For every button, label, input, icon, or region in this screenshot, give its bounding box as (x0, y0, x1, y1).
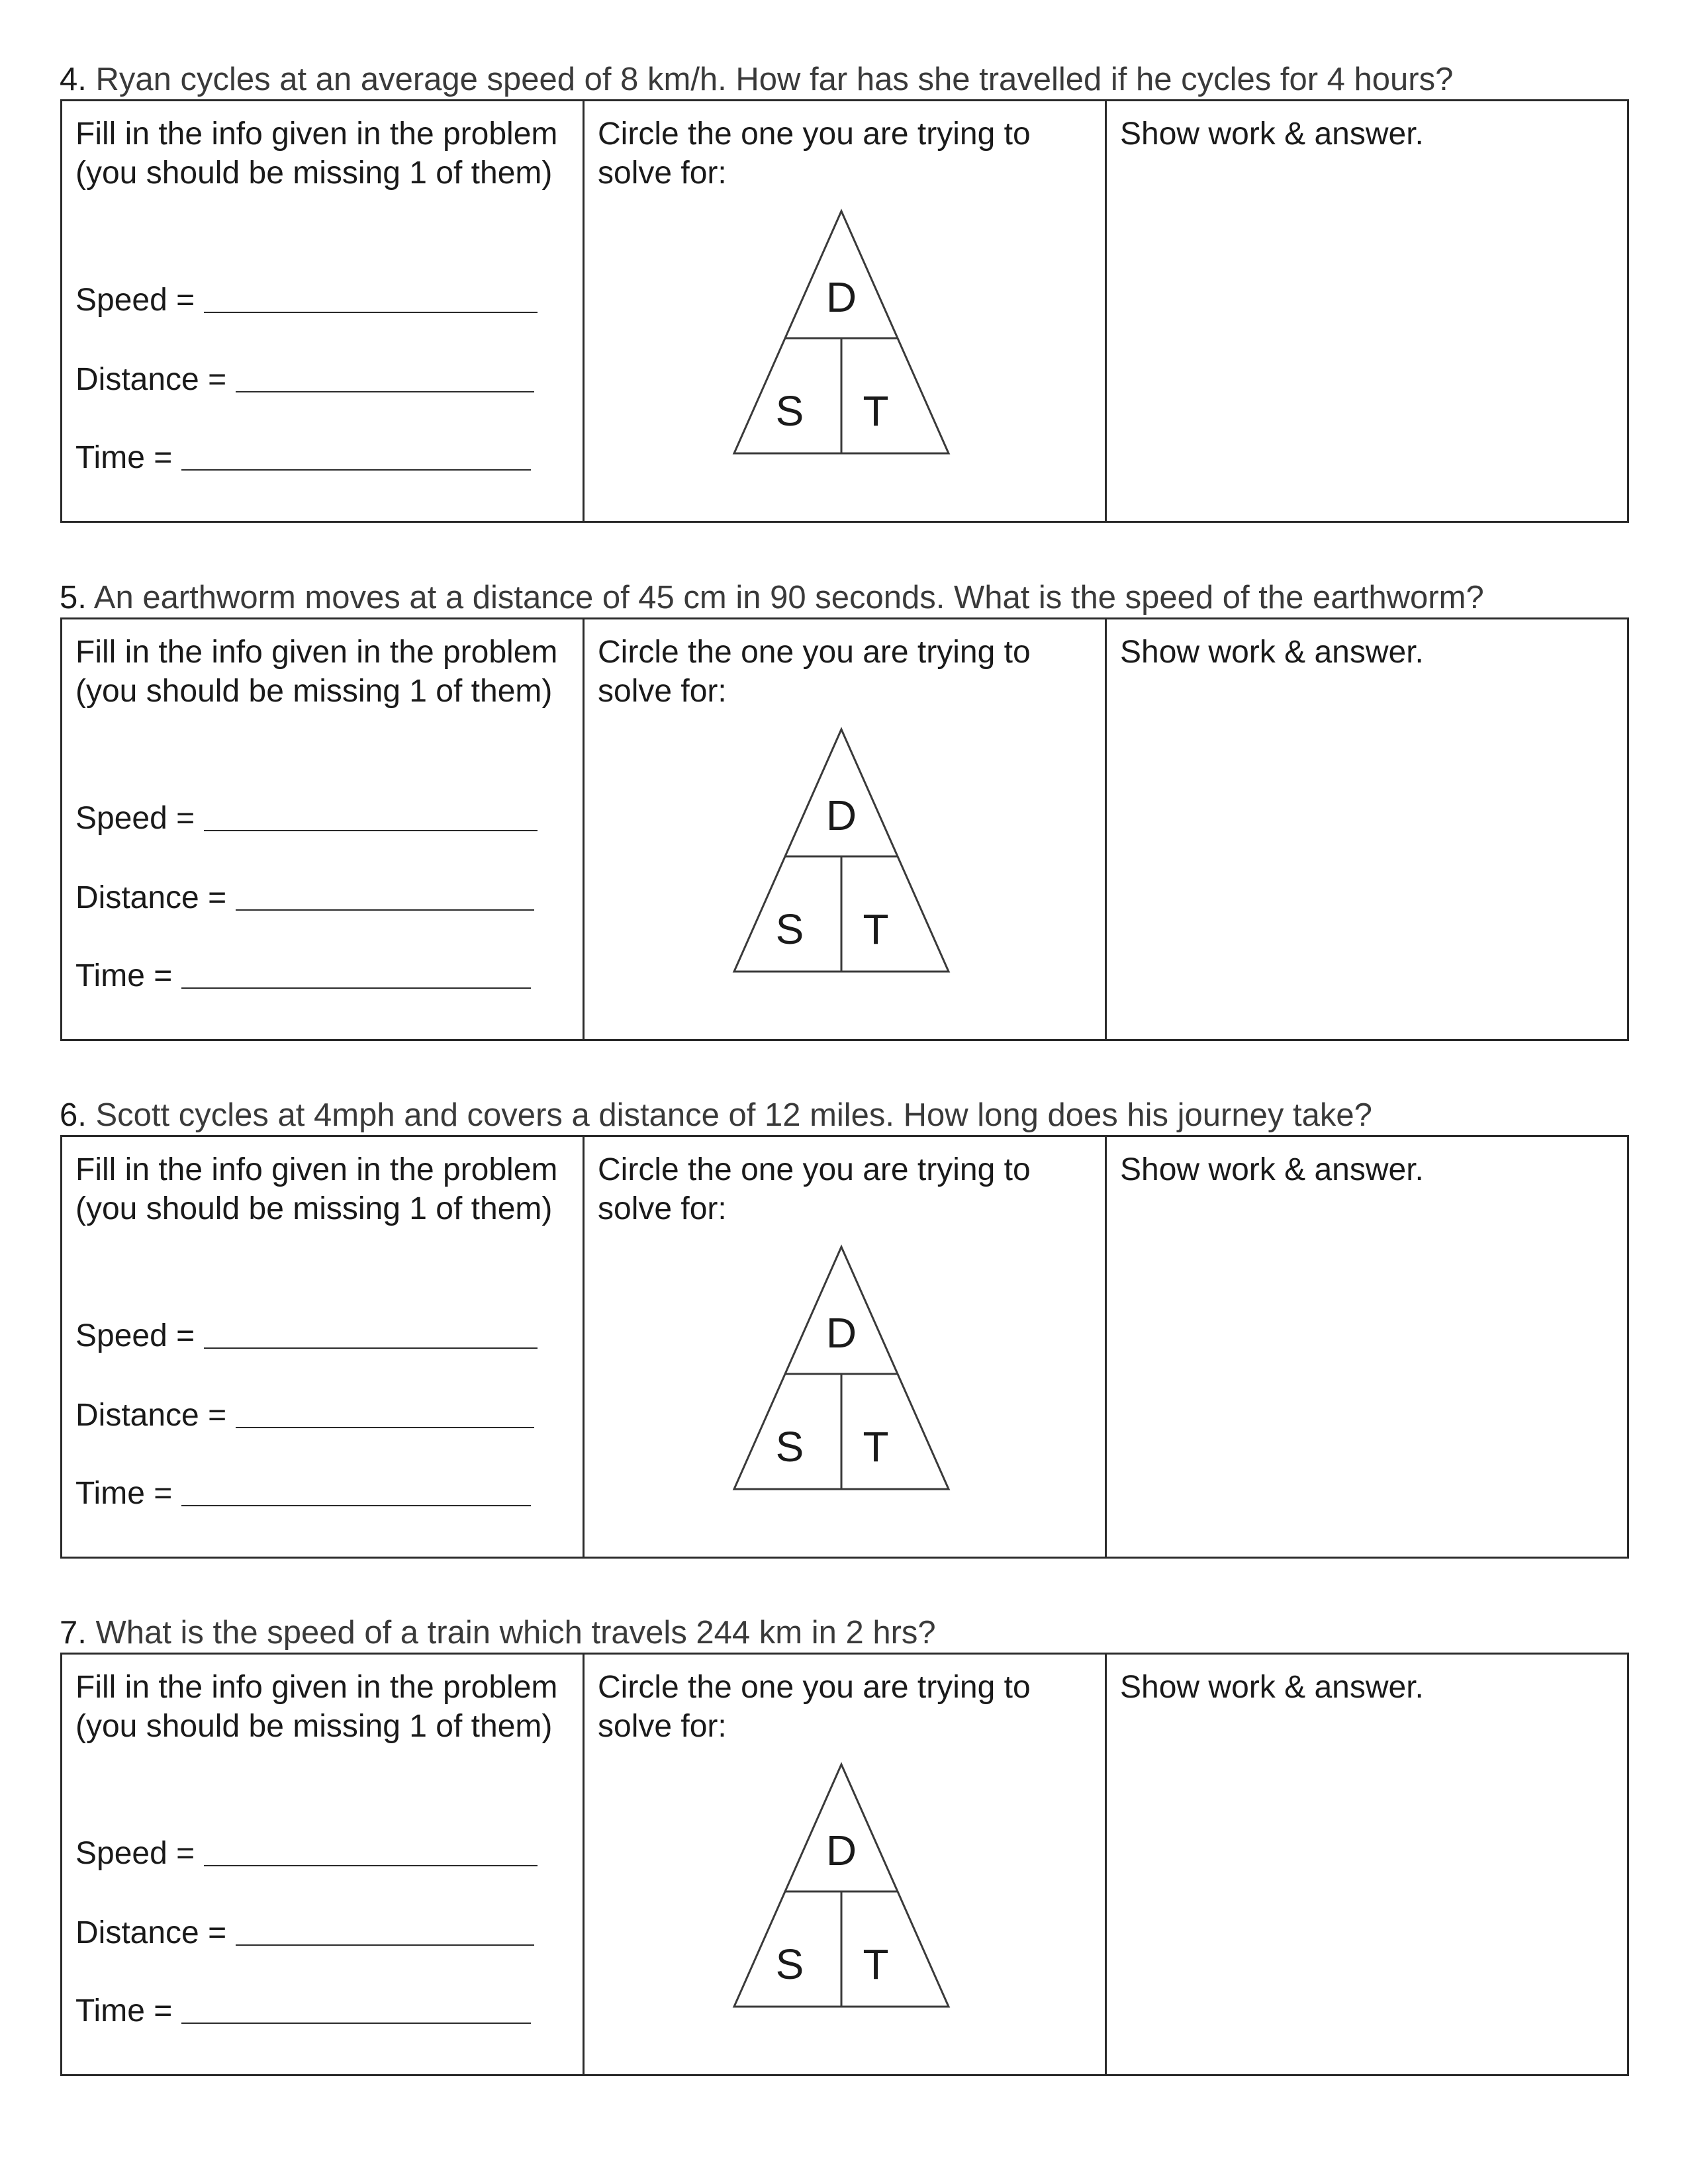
speed-field (75, 798, 538, 838)
dst-triangle-diagram (730, 1760, 955, 2019)
time-blank[interactable] (181, 987, 531, 989)
question-text: An earthworm moves at a distance of 45 cm in 90 seconds. What is the speed of the earthworm? (93, 580, 1484, 615)
time-blank[interactable] (181, 2023, 531, 2024)
question (60, 1610, 1648, 1656)
work-instructions: Show work & answer. (1120, 116, 1424, 152)
triangle-s-option[interactable]: S (775, 1423, 804, 1471)
info-instructions: Fill in the info given in the problem (you should be missing 1 of them) (75, 116, 558, 191)
question (60, 1092, 1648, 1138)
distance-label: Distance = (75, 1398, 227, 1433)
triangle-s-option[interactable]: S (775, 1940, 804, 1988)
question-number: 6. (60, 1097, 87, 1133)
speed-label: Speed = (75, 801, 195, 836)
triangle-t-option[interactable]: T (863, 905, 889, 953)
triangle-t-option[interactable]: T (863, 387, 889, 435)
speed-field (75, 1316, 538, 1355)
info-cell (62, 1655, 585, 2074)
time-label: Time = (75, 1476, 173, 1511)
time-field (75, 956, 531, 995)
info-cell (62, 619, 585, 1039)
info-instructions: Fill in the info given in the problem (you should be missing 1 of them) (75, 635, 558, 709)
speed-label: Speed = (75, 283, 195, 318)
solve-cell (585, 1655, 1107, 2074)
work-cell[interactable] (1107, 101, 1627, 521)
speed-blank[interactable] (204, 830, 538, 831)
triangle-t-option[interactable]: T (863, 1940, 889, 1988)
question (60, 574, 1648, 621)
worksheet-table (60, 1653, 1629, 2076)
time-field (75, 437, 531, 477)
question-text: What is the speed of a train which travels 244 km in 2 hrs? (95, 1615, 936, 1651)
dst-triangle-diagram (730, 207, 955, 465)
speed-blank[interactable] (204, 1865, 538, 1866)
work-cell[interactable] (1107, 619, 1627, 1039)
time-label: Time = (75, 1993, 173, 2028)
triangle-d-option[interactable]: D (825, 273, 857, 321)
worksheet-table (60, 99, 1629, 523)
solve-instructions: Circle the one you are trying to solve for: (598, 635, 1031, 709)
info-cell (62, 1137, 585, 1557)
distance-field (75, 359, 534, 399)
triangle-s-option[interactable]: S (775, 905, 804, 953)
solve-instructions: Circle the one you are trying to solve for: (598, 116, 1031, 191)
triangle-d-option[interactable]: D (825, 792, 857, 839)
dst-triangle (730, 207, 955, 465)
time-label: Time = (75, 958, 173, 993)
solve-instructions: Circle the one you are trying to solve for: (598, 1152, 1031, 1226)
problem-6 (0, 1092, 1688, 1608)
dst-triangle (730, 725, 955, 983)
time-field (75, 1991, 531, 2030)
distance-field (75, 1395, 534, 1435)
speed-label: Speed = (75, 1836, 195, 1871)
work-cell[interactable] (1107, 1655, 1627, 2074)
time-blank[interactable] (181, 469, 531, 471)
triangle-s-option[interactable]: S (775, 387, 804, 435)
worksheet-table (60, 1135, 1629, 1559)
solve-cell (585, 101, 1107, 521)
work-instructions: Show work & answer. (1120, 635, 1424, 670)
time-label: Time = (75, 440, 173, 475)
dst-triangle-diagram (730, 1243, 955, 1501)
distance-label: Distance = (75, 362, 227, 397)
solve-instructions: Circle the one you are trying to solve for: (598, 1670, 1031, 1744)
work-instructions: Show work & answer. (1120, 1152, 1424, 1187)
distance-blank[interactable] (236, 1944, 534, 1946)
distance-blank[interactable] (236, 1427, 534, 1428)
speed-field (75, 280, 538, 320)
distance-blank[interactable] (236, 391, 534, 392)
distance-blank[interactable] (236, 909, 534, 911)
worksheet-table (60, 617, 1629, 1041)
info-instructions: Fill in the info given in the problem (you should be missing 1 of them) (75, 1670, 558, 1744)
distance-label: Distance = (75, 880, 227, 915)
work-instructions: Show work & answer. (1120, 1670, 1424, 1705)
distance-field (75, 878, 534, 917)
speed-blank[interactable] (204, 1347, 538, 1349)
speed-label: Speed = (75, 1318, 195, 1353)
info-cell (62, 101, 585, 521)
question-text: Scott cycles at 4mph and covers a distance of 12 miles. How long does his journey take? (95, 1097, 1372, 1133)
problem-7 (0, 1610, 1688, 2126)
dst-triangle (730, 1760, 955, 2019)
time-field (75, 1473, 531, 1513)
problem-5 (0, 574, 1688, 1091)
info-instructions: Fill in the info given in the problem (you should be missing 1 of them) (75, 1152, 558, 1226)
dst-triangle (730, 1243, 955, 1501)
question (60, 56, 1648, 103)
question-number: 7. (60, 1615, 87, 1651)
triangle-d-option[interactable]: D (825, 1309, 857, 1357)
question-number: 4. (60, 62, 87, 97)
solve-cell (585, 1137, 1107, 1557)
distance-field (75, 1913, 534, 1952)
speed-blank[interactable] (204, 312, 538, 313)
dst-triangle-diagram (730, 725, 955, 983)
problem-4 (0, 56, 1688, 572)
question-text: Ryan cycles at an average speed of 8 km/h. How far has she travelled if he cycles for 4 hours? (95, 62, 1454, 97)
distance-label: Distance = (75, 1915, 227, 1950)
triangle-d-option[interactable]: D (825, 1827, 857, 1874)
solve-cell (585, 619, 1107, 1039)
time-blank[interactable] (181, 1505, 531, 1506)
triangle-t-option[interactable]: T (863, 1423, 889, 1471)
speed-field (75, 1833, 538, 1873)
question-number: 5. (60, 580, 87, 615)
work-cell[interactable] (1107, 1137, 1627, 1557)
